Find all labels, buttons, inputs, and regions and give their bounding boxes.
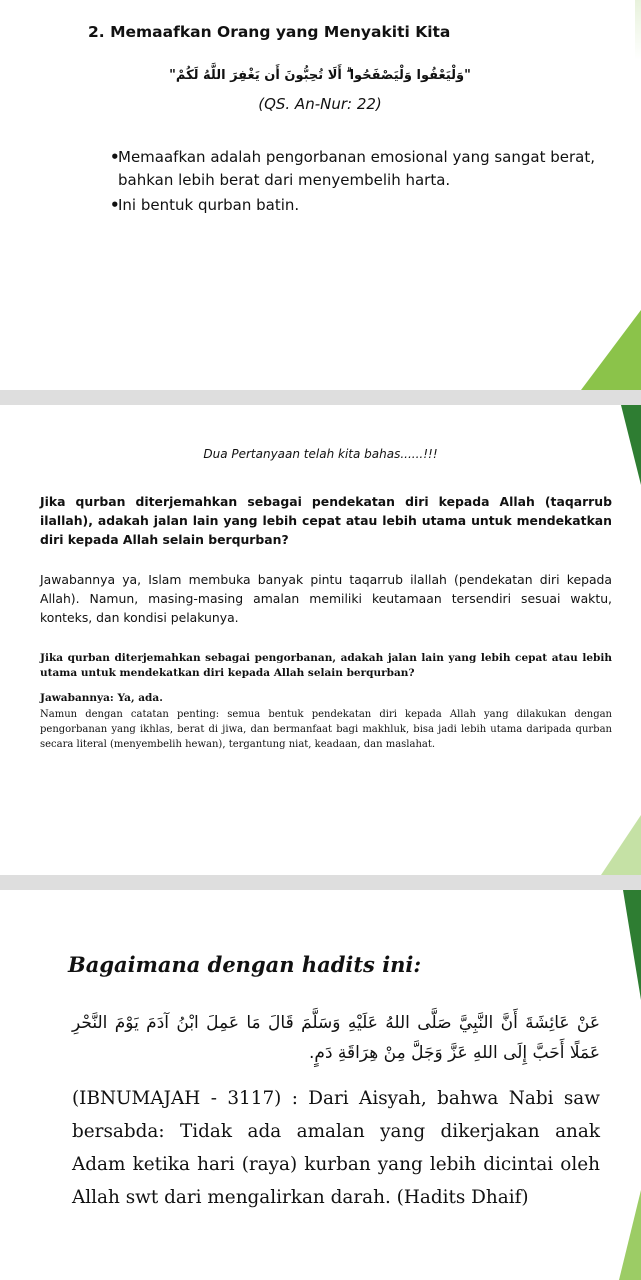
slide-heading: 2. Memaafkan Orang yang Menyakiti Kita xyxy=(88,23,451,41)
green-corner-decoration xyxy=(623,890,641,1000)
bullet-item xyxy=(110,194,598,217)
verse-reference: (QS. An-Nur: 22) xyxy=(258,95,382,113)
green-corner-decoration xyxy=(621,405,641,485)
slide-hadits xyxy=(0,890,641,1280)
arabic-hadith: عَنْ عَائِشَةَ أَنَّ النَّبِيَّ صَلَّى اللهُ عَلَيْهِ وَسَلَّمَ قَالَ مَا عَمِلَ ابْنُ آدَمَ يَوْمَ النَّحْرِ عَمَلًا أَحَبَّ إِلَى اللهِ عَزَّ وَجَلَّ مِنْ هِرَاقَةِ دَمٍ. xyxy=(72,1013,600,1063)
bullet-item xyxy=(110,146,598,192)
slide-memaafkan xyxy=(0,0,641,390)
hadith-translation: (IBNUMAJAH - 3117) : Dari Aisyah, bahwa Nabi saw bersabda: Tidak ada amalan yang dikerjakan anak Adam ketika hari (raya) kurban yang lebih dicintai oleh Allah swt dari mengalirkan darah. (Hadits Dhaif) xyxy=(72,1088,600,1208)
light-green-corner-decoration xyxy=(619,1190,641,1280)
question-1: Jika qurban diterjemahkan sebagai pendekatan diri kepada Allah (taqarrub ilallah), adakah jalan lain yang lebih cepat atau lebih utama untuk mendekatkan diri kepada Allah selain berqurban? xyxy=(40,494,612,547)
bullet-text: Memaafkan adalah pengorbanan emosional yang sangat berat, bahkan lebih berat dari menyembelih harta. xyxy=(118,148,595,189)
bullet-mark: • xyxy=(110,148,120,166)
slide-title: Bagaimana dengan hadits ini: xyxy=(68,952,422,977)
light-green-corner-decoration xyxy=(601,815,641,875)
question-2: Jika qurban diterjemahkan sebagai pengorbanan, adakah jalan lain yang lebih cepat atau lebih utama untuk mendekatkan diri kepada Allah selain berqurban? xyxy=(40,652,612,679)
slide-edge-decoration xyxy=(635,0,641,60)
bullet-text: Ini bentuk qurban batin. xyxy=(118,196,300,214)
answer-1: Jawabannya ya, Islam membuka banyak pintu taqarrub ilallah (pendekatan diri kepada Allah). Namun, masing-masing amalan memiliki keutamaan tersendiri sesuai waktu, konteks, dan kondisi pelakunya. xyxy=(40,572,612,625)
slide-dua-pertanyaan xyxy=(0,405,641,875)
bullet-mark: • xyxy=(110,196,120,214)
slide-title: Dua Pertanyaan telah kita bahas......!!! xyxy=(203,447,438,461)
arabic-verse: "وَلْيَعْفُوا وَلْيَصْفَحُوا ۗ أَلَا تُحِبُّونَ أَن يَغْفِرَ اللَّهُ لَكُمْ" xyxy=(169,68,471,83)
answer-2-heading: Jawabannya: Ya, ada. xyxy=(40,692,163,704)
green-corner-decoration xyxy=(581,310,641,390)
answer-2: Namun dengan catatan penting: semua bentuk pendekatan diri kepada Allah yang dilakukan dengan pengorbanan yang ikhlas, berat di jiwa, dan bermanfaat bagi makhluk, bisa jadi lebih utama daripada qurban secara literal (menyembelih hewan), tergantung niat, keadaan, dan maslahat. xyxy=(40,709,612,750)
